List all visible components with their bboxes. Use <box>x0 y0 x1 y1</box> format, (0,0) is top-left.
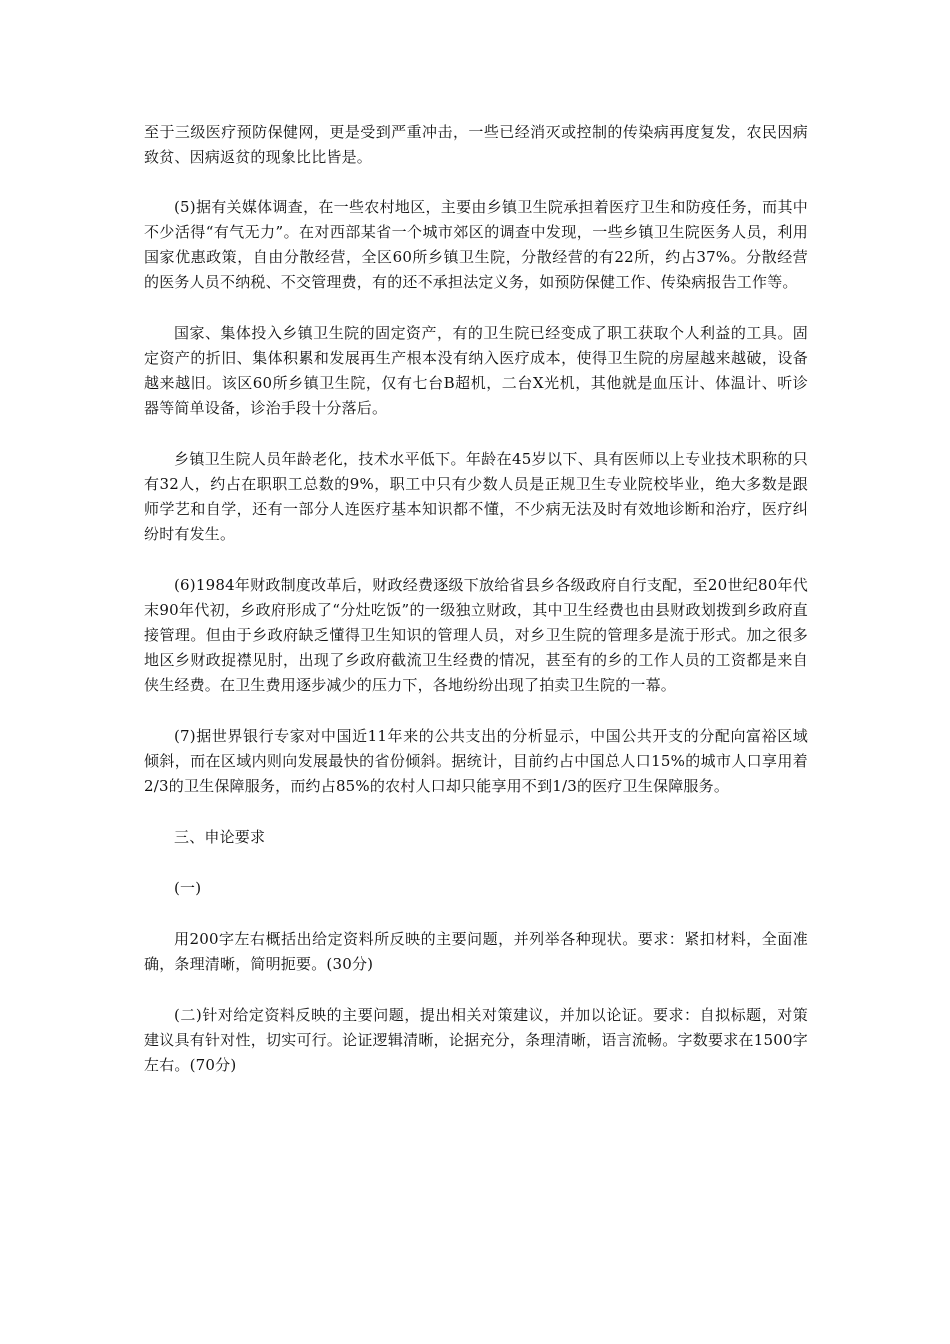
requirement-label-1: (一) <box>174 879 202 897</box>
paragraph-fixed-assets: 国家、集体投入乡镇卫生院的固定资产，有的卫生院已经变成了职工获取个人利益的工具。固定资产的折旧、集体积累和发展再生产根本没有纳入医疗成本，使得卫生院的房屋越来越破，设备越来越旧。该区60所乡镇卫生院，仅有七台B超机，二台X光机，其他就是血压计、体温计、听诊器等简单设备，诊治手段十分落后。 <box>144 324 808 417</box>
paragraph-staff: 乡镇卫生院人员年龄老化，技术水平低下。年龄在45岁以下、具有医师以上专业技术职称的只有32人，约占在职职工总数的9%，职工中只有少数人员是正规卫生专业院校毕业，绝大多数是跟师学艺和自学，还有一部分人连医疗基本知识都不懂，不少病无法及时有效地诊断和治疗，医疗纠纷时有发生。 <box>144 450 808 543</box>
paragraph-item-7: (7)据世界银行专家对中国近11年来的公共支出的分析显示，中国公共开支的分配向富裕区域倾斜，而在区域内则向发展最快的省份倾斜。据统计，目前约占中国总人口15%的城市人口享用着2/3的卫生保障服务，而约占85%的农村人口却只能享用不到1/3的医疗卫生保障服务。 <box>144 727 808 795</box>
paragraph-item-5: (5)据有关媒体调查，在一些农村地区，主要由乡镇卫生院承担着医疗卫生和防疫任务，而其中不少活得“有气无力”。在对西部某省一个城市郊区的调查中发现，一些乡镇卫生院医务人员，利用国家优惠政策，自由分散经营，全区60所乡镇卫生院，分散经营的有22所，约占37%。分散经营的医务人员不纳税、不交管理费，有的还不承担法定义务，如预防保健工作、传染病报告工作等。 <box>144 198 808 291</box>
requirement-1-text: 用200字左右概括出给定资料所反映的主要问题，并列举各种现状。要求：紧扣材料，全面准确，条理清晰，简明扼要。(30分) <box>144 930 808 973</box>
paragraph-continuation: 至于三级医疗预防保健网，更是受到严重冲击，一些已经消灭或控制的传染病再度复发，农民因病致贫、因病返贫的现象比比皆是。 <box>144 123 808 166</box>
paragraph-item-6: (6)1984年财政制度改革后，财政经费逐级下放给省县乡各级政府自行支配，至20世纪80年代末90年代初，乡政府形成了“分灶吃饭”的一级独立财政，其中卫生经费也由县财政划拨到乡政府直接管理。但由于乡政府缺乏懂得卫生知识的管理人员，对乡卫生院的管理多是流于形式。加之很多地区乡财政捉襟见肘，出现了乡政府截流卫生经费的情况，甚至有的乡的工作人员的工资都是来自侠生经费。在卫生费用逐步减少的压力下，各地纷纷出现了拍卖卫生院的一幕。 <box>144 576 808 694</box>
requirement-2-text: (二)针对给定资料反映的主要问题，提出相关对策建议，并加以论证。要求：自拟标题，对策建议具有针对性，切实可行。论证逻辑清晰，论据充分，条理清晰，语言流畅。字数要求在1500字左右。(70分) <box>144 1006 808 1074</box>
document-page <box>144 120 808 1104</box>
section-heading: 三、申论要求 <box>174 828 266 846</box>
